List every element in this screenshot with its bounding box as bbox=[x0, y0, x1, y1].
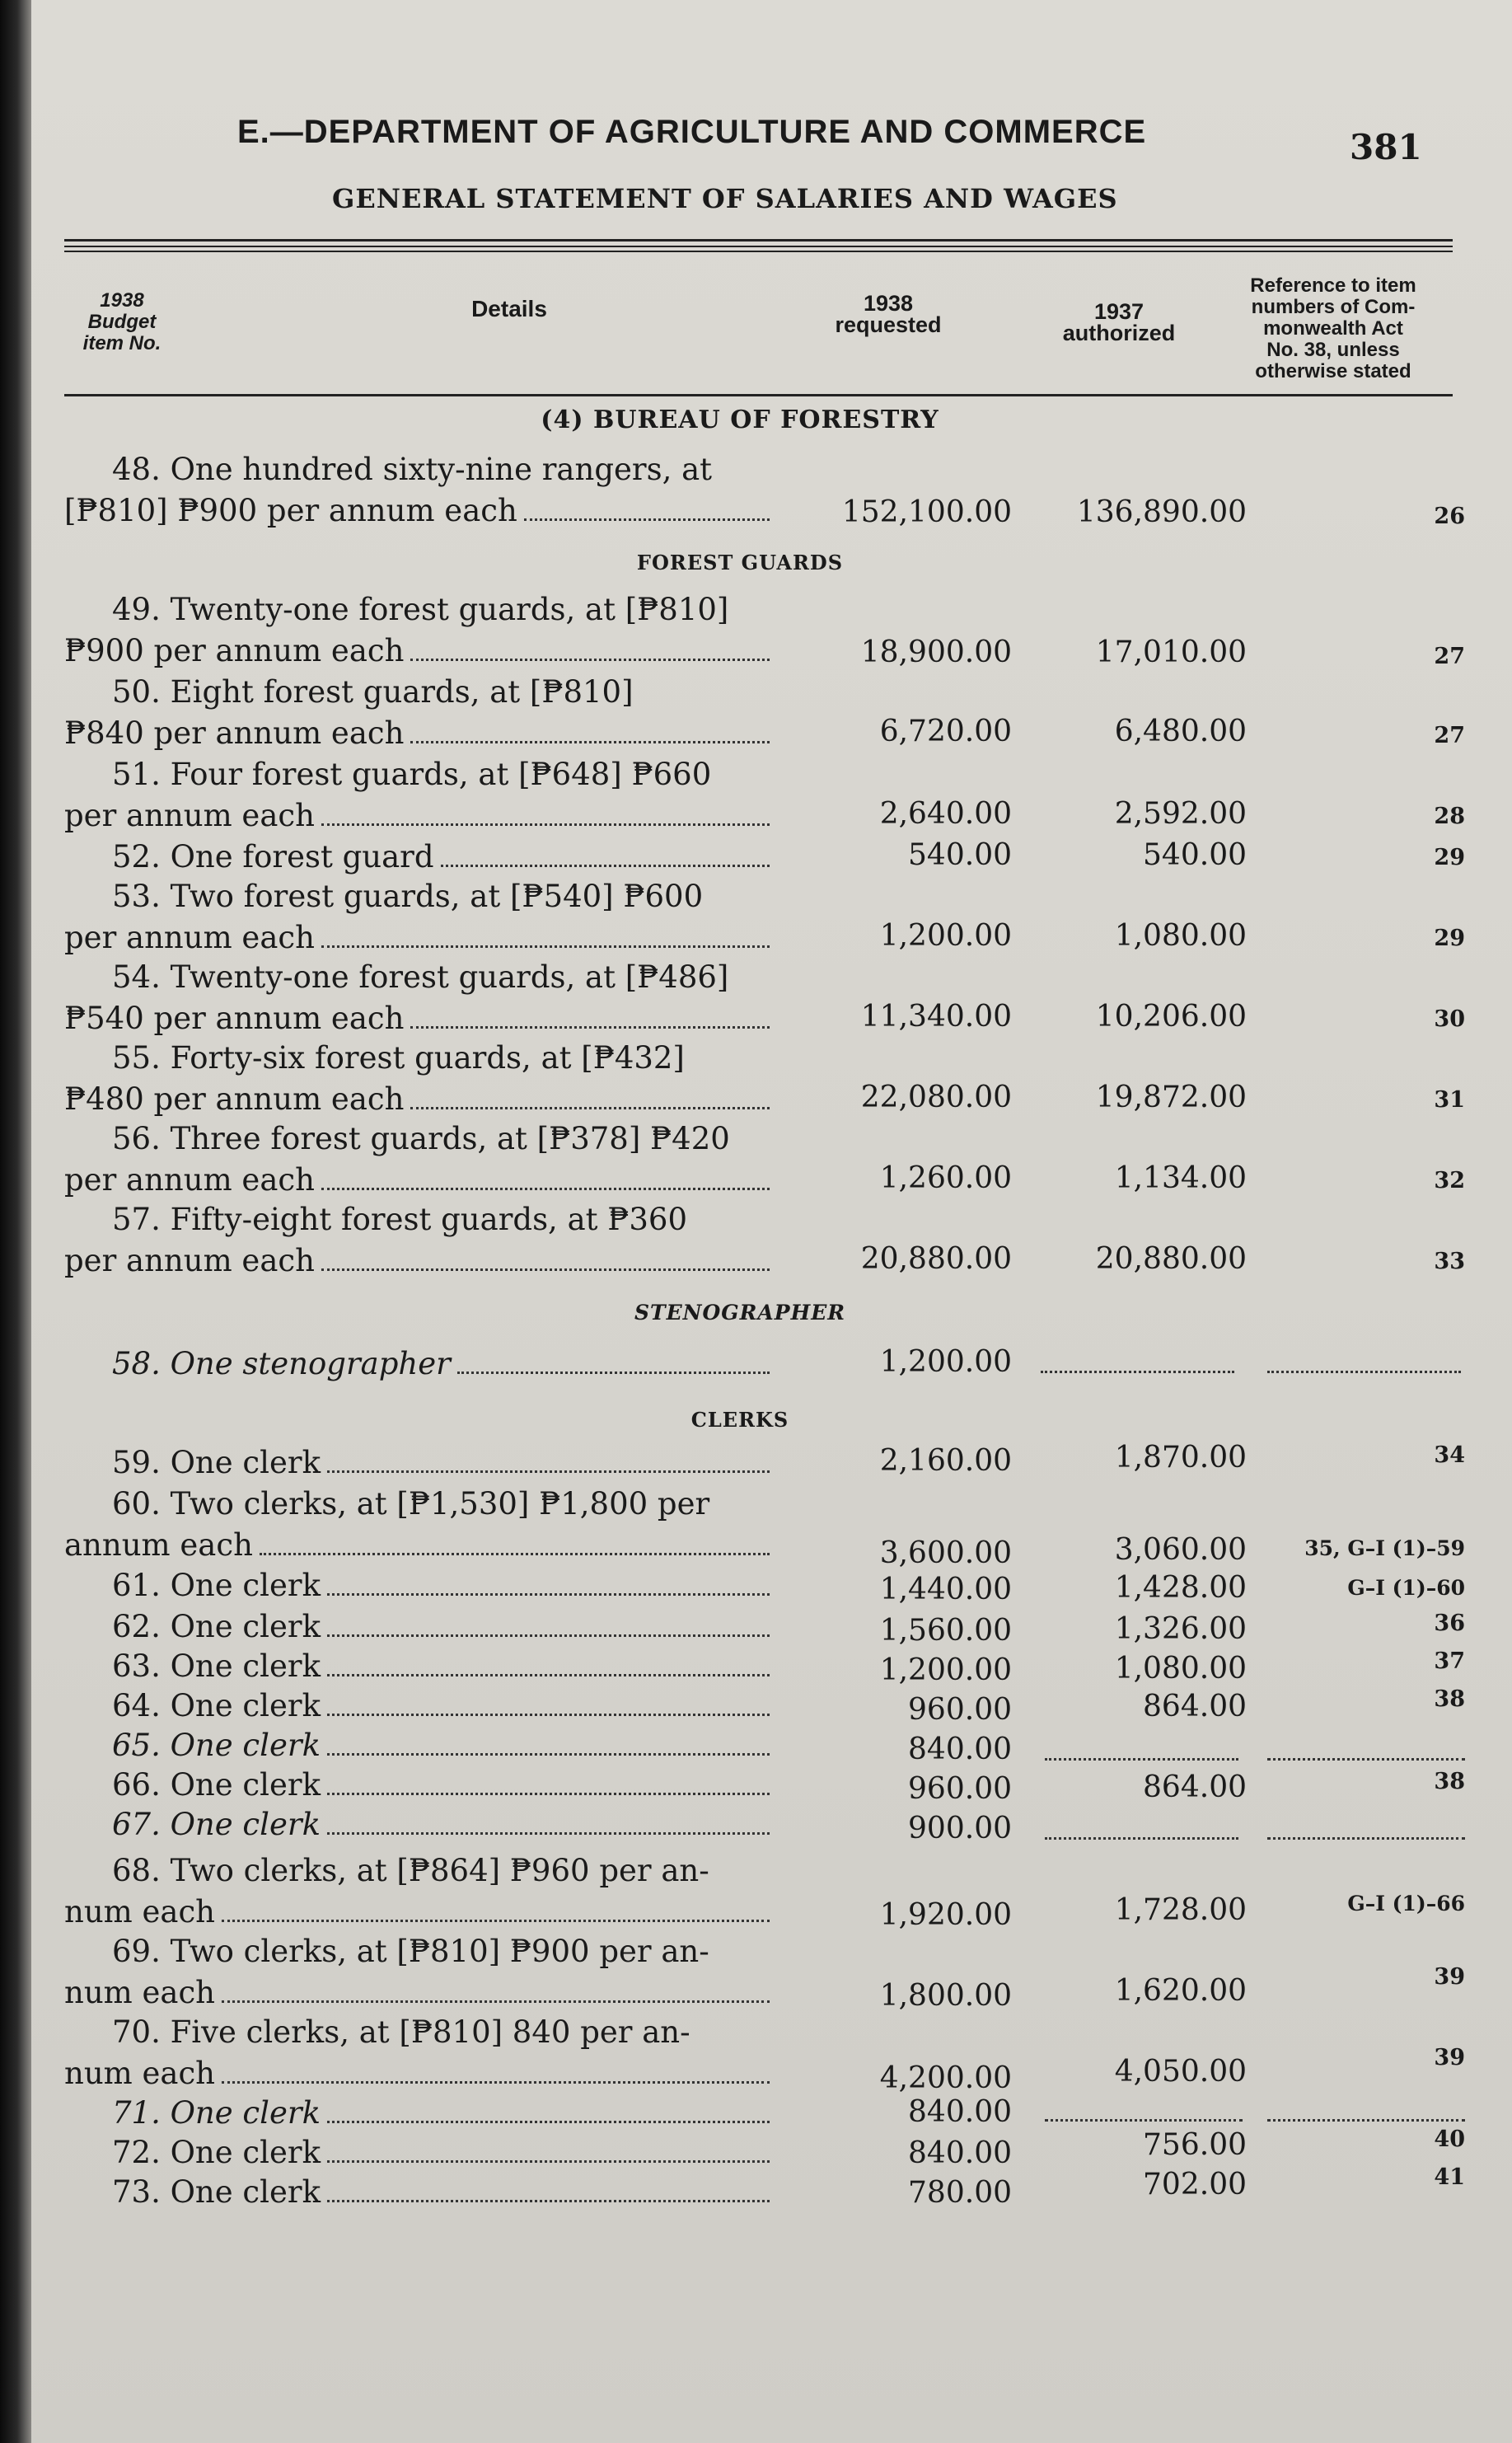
top-rule-2 bbox=[64, 246, 1453, 247]
section-clerks: CLERKS bbox=[690, 1408, 789, 1432]
page-number: 381 bbox=[1350, 127, 1422, 167]
col-requested: 1938 requested bbox=[835, 291, 942, 337]
col-authorized: 1937 authorized bbox=[1062, 299, 1176, 345]
header-rule bbox=[64, 394, 1453, 396]
section-forest-guards: FOREST GUARDS bbox=[636, 551, 844, 574]
book-spine bbox=[0, 0, 31, 2443]
bureau-heading: (4) BUREAU OF FORESTRY bbox=[541, 406, 939, 434]
document-page: E.—DEPARTMENT OF AGRICULTURE AND COMMERCE 381 GENERAL STATEMENT OF SALARIES AND WAGES 1938 Budget item No. Details 1938 requested 1937 authorized Reference to item numbers of Com- monwealth Act No. 38, unless otherwise stated (4) BUREAU OF FORESTRY 48. One hundred sixty-nine rangers, at [₱810] ₱900 per annum each 152,100.00 136,890.00 26 FOREST GUARDS 49. Twenty-one forest guards, at [₱810] ₱900 per annum each 18,900.00 17,010.00 27 50. Eight forest guards, at [₱810] ₱840 per annum each 6,720.00 6,480.00 27 51. Four forest guards, at [₱648] ₱660 per annum each 2,640.00 2,592.00 28 52. One forest guard 540.00 540.00 29 53. Two forest guards, at [₱540] ₱600 per annum each 1,200.00 1,080.00 29 54. Twenty-one forest guards, at [₱486] ₱540 per annum each 11,340.00 10,206.00 30 55. Forty-six forest guards, at [₱432] ₱480 per annum each 22,080.00 19,872.00 31 56. Three forest guards, at [₱378] ₱420 per annum each 1,260.00 1,134.00 32 57. Fifty-eight forest guards, at ₱360 per annum each 20,880.00 20,880.00 33 STENOGRAPHER 58. One stenographer 1,200.00 CLERKS 59. One clerk 2,160.00 1,870.00 34 60. Two clerks, at [₱1,530] ₱1,800 per annum each 3,600.00 3,060.00 35, G–I (1)–59 61. One clerk 1,440.00 1,428.00 G–I (1)–60 62. One clerk 1,560.00 1,326.00 36 63. One clerk 1,200.00 1,080.00 37 64. One clerk 960.00 864.00 38 65. One clerk 840.00 66. One clerk 960.00 864.00 38 67. One clerk 900.00 68. Two clerks, at [₱864] ₱960 per an- num each 1,920.00 1,728.00 G–I (1)–66 69. Two clerks, at [₱810] ₱900 per an- num each 1,800.00 1,620.00 39 70. Five clerks, at [₱810] 840 per an- num each 4,200.00 4,050.00 39 71. One clerk 840.00 72. One clerk 840.00 756.00 40 73. One clerk 780.00 702.00 41 bbox=[31, 0, 1512, 2443]
col-reference: Reference to item numbers of Com- monwealth Act No. 38, unless otherwise stated bbox=[1250, 274, 1416, 382]
section-stenographer: STENOGRAPHER bbox=[634, 1301, 846, 1325]
col-item-number: 1938 Budget item No. bbox=[82, 289, 161, 354]
top-rule-3 bbox=[64, 251, 1453, 252]
col-details: Details bbox=[471, 296, 547, 321]
department-header: E.—DEPARTMENT OF AGRICULTURE AND COMMERCE bbox=[237, 114, 1147, 150]
top-rule bbox=[64, 239, 1453, 241]
page-subtitle: GENERAL STATEMENT OF SALARIES AND WAGES bbox=[332, 183, 1118, 214]
